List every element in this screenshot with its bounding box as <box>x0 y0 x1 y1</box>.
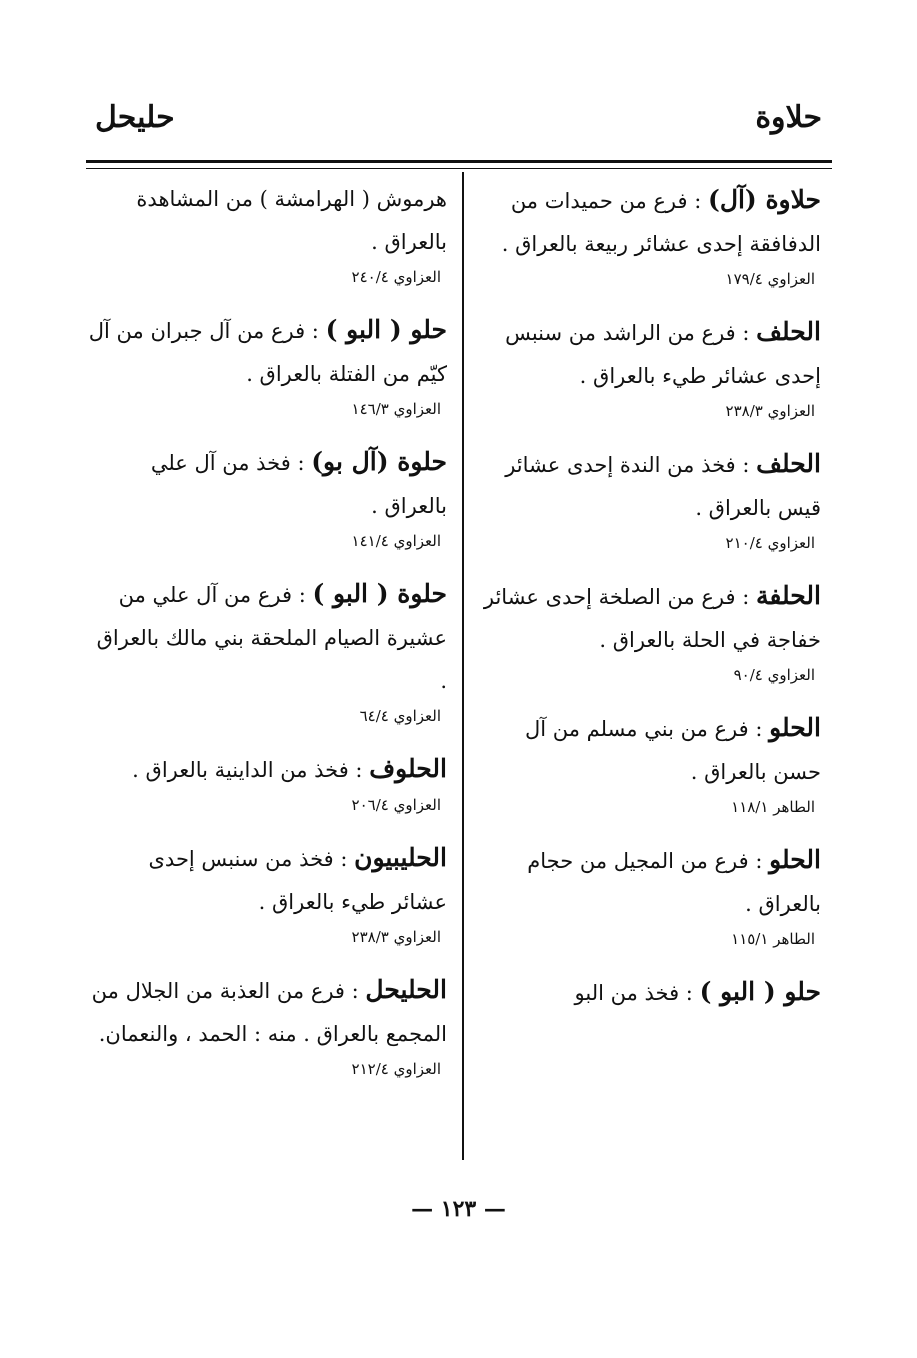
entry-term: الحليبيون <box>354 843 447 872</box>
entry-term: حلوة (آل بو) <box>311 447 447 476</box>
entry-text: : فرع من بني مسلم من آل حسن بالعراق . <box>524 717 821 784</box>
entry-text: : فخذ من الداينية بالعراق . <box>132 758 370 782</box>
entry <box>87 747 447 818</box>
entry-term: حلو ( البو ) <box>325 315 447 344</box>
entry-source: العزاوي ١٧٩/٤ <box>725 270 815 288</box>
entry-text: : فرع من حميدات من الدفافقة إحدى عشائر ربيعة بالعراق . <box>501 189 821 256</box>
entry-source: العزاوي ٢٠٦/٤ <box>351 796 441 814</box>
entry-source: العزاوي ٢٣٨/٣ <box>351 928 441 946</box>
entry-source: العزاوي ١٤٦/٣ <box>351 400 441 418</box>
running-head-left: حليحل <box>95 100 175 135</box>
entry-text: : فرع من آل علي من عشيرة الصيام الملحقة بني مالك بالعراق . <box>96 583 447 693</box>
entry <box>476 706 821 820</box>
entry-source: العزاوي ٢١٢/٤ <box>351 1060 441 1078</box>
header-rule-thick <box>86 160 832 163</box>
entry-text: هرموش ( الهرامشة ) من المشاهدة بالعراق . <box>136 187 447 254</box>
entry-source: الطاهر ١١٨/١ <box>731 798 815 816</box>
entry <box>476 838 821 952</box>
entry-text: : فرع من المجيل من حجام بالعراق . <box>527 849 821 916</box>
entry <box>476 970 821 1015</box>
right-column <box>476 178 821 1033</box>
entry-source: العزاوي ٦٤/٤ <box>359 707 441 725</box>
entry <box>87 440 447 554</box>
entry <box>476 442 821 556</box>
entry <box>87 968 447 1082</box>
entry-term: الحلوف <box>369 754 447 783</box>
entry-text: : فرع من الصلخة إحدى عشائر خفاجة في الحلة بالعراق . <box>483 585 821 652</box>
page-number: — ١٢٣ — <box>411 1196 506 1222</box>
entry-text: : فخذ من الندة إحدى عشائر قيس بالعراق . <box>505 453 821 520</box>
header-rule-thin <box>86 168 832 169</box>
entry-source: العزاوي ٢٣٨/٣ <box>725 402 815 420</box>
entry-source: العزاوي ٢١٠/٤ <box>725 534 815 552</box>
entry <box>87 836 447 950</box>
running-head-right: حلاوة <box>755 100 822 135</box>
entry-term: الحلو <box>769 713 821 742</box>
entry <box>87 572 447 729</box>
entry <box>476 574 821 688</box>
column-divider <box>462 172 464 1160</box>
entry <box>476 310 821 424</box>
entry-text: : فرع من الراشد من سنبس إحدى عشائر طيء بالعراق . <box>505 321 821 388</box>
entry <box>476 178 821 292</box>
entry-text: : فرع من آل جبران من آل كيّم من الفتلة بالعراق . <box>88 319 447 386</box>
entry-text: : فرع من العذبة من الجلال من المجمع بالعراق . منه : الحمد ، والنعمان. <box>91 979 447 1046</box>
entry-term: الحليحل <box>365 975 447 1004</box>
entry-term: الحلف <box>756 449 821 478</box>
entry-term: الحلفة <box>755 581 821 610</box>
entry-text: : فخذ من البو <box>574 981 700 1005</box>
left-column <box>87 178 447 1100</box>
entry-source: العزاوي ٩٠/٤ <box>733 666 815 684</box>
entry-term: حلوة ( البو ) <box>312 579 447 608</box>
entry <box>87 308 447 422</box>
entry-term: حلاوة (آل) <box>707 185 821 214</box>
entry-source: العزاوي ٢٤٠/٤ <box>351 268 441 286</box>
entry-term: الحلف <box>756 317 821 346</box>
entry-term: الحلو <box>769 845 821 874</box>
entry-text: : فخذ من سنبس إحدى عشائر طيء بالعراق . <box>148 847 447 914</box>
entry-source: الطاهر ١١٥/١ <box>731 930 815 948</box>
entry <box>87 178 447 290</box>
entry-text: : فخذ من آل علي بالعراق . <box>150 451 447 518</box>
entry-source: العزاوي ١٤١/٤ <box>351 532 441 550</box>
entry-term: حلو ( البو ) <box>699 977 821 1006</box>
